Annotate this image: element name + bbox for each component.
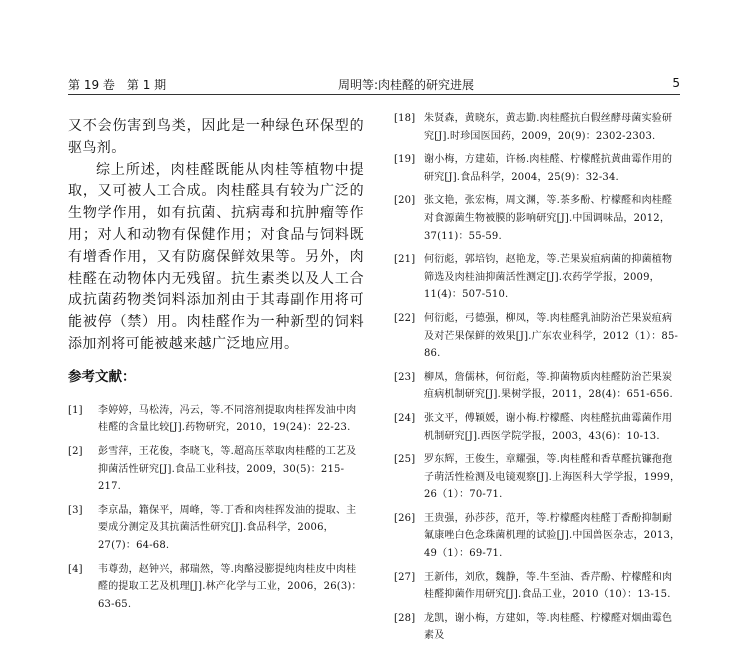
right-column <box>394 110 682 651</box>
reference-text: 罗东辉，王俊生，章耀强，等.肉桂醛和香草醛抗镰孢孢子萌活性检测及电镜观察[J].上海医科大学学报，1999，26（1）：70-71. <box>424 454 681 501</box>
reference-text: 王贵强，孙莎莎，范开，等.柠檬醛肉桂醛丁香酚抑制耐氟康唑白色念珠菌机理的试验[J].中国兽医杂志，2013，49（1）：69-71. <box>424 512 681 560</box>
reference-number: [26] <box>394 512 416 524</box>
reference-number: [2] <box>68 445 83 457</box>
reference-text: 韦尊劲，赵钟兴，郝瑞然，等.肉酪浸膨提纯肉桂皮中肉桂醛的提取工艺及机理[J].林产化学与工业，2006，26(3)：63-65. <box>98 563 362 610</box>
reference-list-left <box>68 402 364 614</box>
paragraph-conclusion: 综上所述，肉桂醛既能从肉桂等植物中提取，又可被人工合成。肉桂醛具有较为广泛的生物学作用，如有抗菌、抗病毒和抗肿瘤等作用；对人和动物有保健作用；对食品与饲料既有增香作用，又有防腐保鲜效果等。另外，肉桂醛在动物体内无残留。抗生素类以及人工合成抗菌药物类饲料添加剂由于其毒副作用将可能被停（禁）用。肉桂醛作为一种新型的饲料添加剂将可能被越来越广泛地应用。 <box>68 161 364 352</box>
references-heading: 参考文献： <box>68 368 136 385</box>
journal-volume-issue: 第 19 卷 第 1 期 <box>68 78 167 92</box>
reference-item <box>394 251 682 304</box>
reference-text: 何衍彪，郭培钧，赵艳龙，等.芒果炭疽病菌的抑菌植物筛选及肉桂油抑菌活性测定[J].农药学学报，2009，11(4)：507-510. <box>424 254 673 301</box>
reference-number: [21] <box>394 254 416 266</box>
body-text <box>68 116 364 356</box>
reference-number: [20] <box>394 195 416 207</box>
reference-text: 朱贤森，黄晓东，黄志勤.肉桂醛抗白假丝酵母菌实验研究[J].时珍国医国药，2009，20(9)：2302-2303. <box>424 113 673 142</box>
reference-item <box>394 410 682 445</box>
reference-number: [23] <box>394 371 416 383</box>
reference-item <box>394 151 682 186</box>
reference-number: [18] <box>394 113 416 124</box>
reference-item <box>394 451 682 504</box>
reference-text: 何衍彪，弓德强，柳凤，等.肉桂醛乳油防治芒果炭疽病及对芒果保鲜的效果[J].广东农业科学，2012（1）：85-86. <box>424 312 679 360</box>
reference-item <box>68 402 364 437</box>
paragraph-continued: 又不会伤害到鸟类，因此是一种绿色环保型的驱鸟剂。 <box>68 118 364 156</box>
reference-item <box>394 569 682 604</box>
running-title: 周明等:肉桂醛的研究进展 <box>338 78 475 92</box>
left-column <box>68 116 364 619</box>
reference-text: 张文平，傅颖媛，谢小梅.柠檬醛、肉桂醛抗曲霉菌作用机制研究[J].西医学院学报，2003，43(6)：10-13. <box>424 412 673 442</box>
reference-text: 李婷婷，马松涛，冯云，等.不同溶剂提取肉桂挥发油中肉桂醛的含量比较[J].药物研究，2010，19(24)：22-23. <box>98 404 357 434</box>
reference-number: [19] <box>394 154 416 166</box>
reference-item <box>394 110 682 145</box>
reference-text: 彭雪萍，王花俊，李晓飞，等.超高压萃取肉桂醛的工艺及抑菌活性研究[J].食品工业科技，2009，30(5)：215-217. <box>98 445 357 493</box>
reference-number: [25] <box>394 454 416 466</box>
reference-item <box>394 610 682 645</box>
page-number: 5 <box>672 76 680 90</box>
reference-number: [27] <box>394 571 416 583</box>
reference-number: [3] <box>68 504 83 516</box>
reference-list-right <box>394 110 682 645</box>
reference-number: [1] <box>68 404 83 416</box>
reference-item <box>394 510 682 563</box>
reference-text: 柳凤，詹儒林，何衍彪，等.抑菌物质肉桂醛防治芒果炭疽病机制研究[J].果树学报，2011，28(4)：651-656. <box>424 371 673 401</box>
reference-text: 李京晶，籍保平，周峰，等.丁香和肉桂挥发油的提取、主要成分测定及其抗菌活性研究[J].食品科学，2006，27(7)：64-68. <box>98 504 357 551</box>
reference-text: 龙凯，谢小梅，方建如，等.肉桂醛、柠檬醛对烟曲霉色素及 <box>424 612 673 642</box>
reference-item <box>68 561 364 614</box>
reference-text: 谢小梅，方建茹，许杨.肉桂醛、柠檬醛抗黄曲霉作用的研究[J].食品科学，2004，25(9)：32-34. <box>424 154 673 183</box>
reference-number: [24] <box>394 412 416 424</box>
reference-number: [4] <box>68 563 83 575</box>
reference-item <box>394 310 682 363</box>
reference-item <box>68 443 364 496</box>
running-header <box>68 76 680 96</box>
reference-item <box>394 192 682 245</box>
header-rule <box>68 94 680 95</box>
reference-item <box>394 369 682 404</box>
reference-number: [22] <box>394 312 416 324</box>
reference-text: 王新伟，刘欣，魏静，等.牛至油、香芹酚、柠檬醛和肉桂醛抑菌作用研究[J].食品工业，2010（10）：13-15. <box>424 571 673 601</box>
reference-number: [28] <box>394 612 416 624</box>
reference-text: 张文艳，张宏梅，周文渊，等.茶多酚、柠檬醛和肉桂醛对食源菌生物被膜的影响研究[J].中国调味品，2012，37(11)：55-59. <box>424 195 673 242</box>
reference-item <box>68 502 364 555</box>
